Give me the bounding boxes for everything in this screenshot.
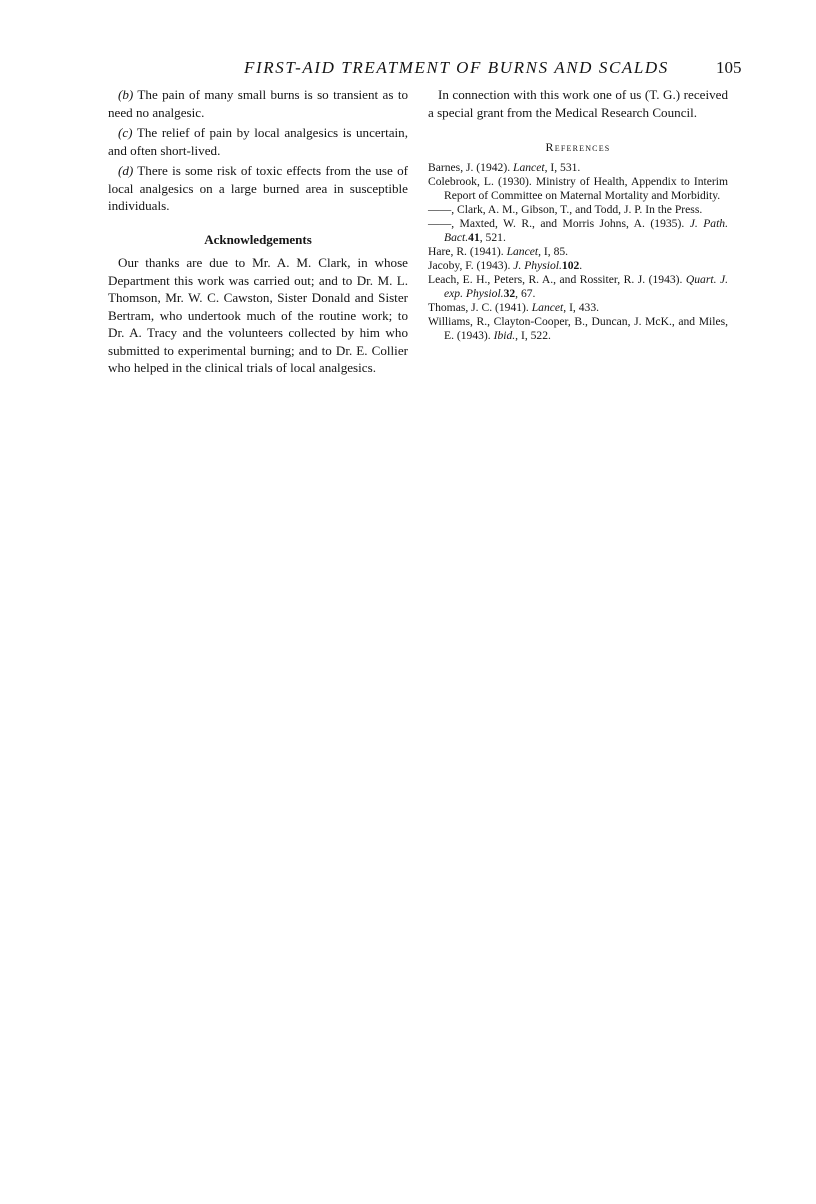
reference-volume: 102: [561, 258, 580, 272]
acknowledgements-text: Our thanks are due to Mr. A. M. Clark, in whose Department this work was carried out; and to Dr. M. L. Thomson, Mr. W. C. Cawston, Sister Donald and Sister Bertram, who undertook much of the routine work; to Dr. A. Tracy and the volunteers collected by him who submitted to experimental burning; and to Dr. E. Collier who helped in the clinical trials of local analgesics.: [108, 255, 408, 375]
reference-text: , I, 85.: [538, 244, 569, 258]
running-title: FIRST-AID TREATMENT OF BURNS AND SCALDS: [244, 58, 669, 77]
reference-journal: Lancet: [513, 160, 545, 174]
reference-text: .: [579, 258, 583, 272]
reference-text: ——, Clark, A. M., Gibson, T., and Todd, J. P. In the Press.: [428, 202, 703, 216]
reference-volume: 32: [503, 286, 516, 300]
reference-journal: J. Path. Bact.: [444, 216, 728, 244]
reference-text: Williams, R., Clayton-Cooper, B., Duncan, J. McK., and Miles, E. (1943).: [428, 314, 728, 342]
reference-text: Hare, R. (1941).: [428, 244, 507, 258]
acknowledgements-heading: Acknowledgements: [204, 231, 312, 247]
reference-text: Barnes, J. (1942).: [428, 160, 514, 174]
reference-journal: Lancet: [506, 244, 539, 258]
right-column: [428, 86, 728, 343]
grant-paragraph: In connection with this work one of us (T. G.) received a special grant from the Medical Research Council.: [428, 87, 728, 120]
reference-entry: [428, 301, 728, 315]
item-label: (d): [118, 163, 134, 178]
reference-text: , I, 531.: [544, 160, 581, 174]
item-text: There is some risk of toxic effects from the use of local analgesics on a large burned area in susceptible individuals.: [108, 163, 408, 213]
reference-entry: [428, 217, 728, 245]
list-item-c: [108, 124, 408, 159]
reference-text: , I, 522.: [515, 328, 551, 342]
reference-volume: 41: [468, 230, 480, 244]
reference-text: ——, Maxted, W. R., and Morris Johns, A. (1935).: [428, 216, 690, 230]
item-text: The relief of pain by local analgesics is uncertain, and often short-lived.: [108, 125, 408, 158]
list-item-d: [108, 162, 408, 215]
reference-journal: Ibid.: [493, 328, 516, 342]
left-column: [108, 86, 408, 380]
page-number: 105: [716, 58, 742, 77]
reference-text: Jacoby, F. (1943).: [428, 258, 514, 272]
page-header: [0, 58, 816, 82]
reference-list: [428, 161, 728, 343]
reference-entry: [428, 245, 728, 259]
reference-text: , 521.: [479, 230, 506, 244]
reference-journal: J. Physiol.: [513, 258, 562, 272]
reference-text: , 67.: [515, 286, 536, 300]
reference-entry: [428, 175, 728, 203]
reference-entry: [428, 203, 728, 217]
item-text: The pain of many small burns is so transient as to need no analgesic.: [108, 87, 408, 120]
reference-journal: Quart. J. exp. Physiol.: [444, 272, 728, 300]
reference-text: Leach, E. H., Peters, R. A., and Rossiter, R. J. (1943).: [428, 272, 686, 286]
reference-entry: [428, 161, 728, 175]
item-label: (c): [118, 125, 133, 140]
reference-entry: [428, 273, 728, 301]
item-label: (b): [118, 87, 134, 102]
reference-entry: [428, 259, 728, 273]
reference-journal: Lancet: [531, 300, 564, 314]
references-heading: References: [545, 140, 611, 154]
list-item-b: [108, 86, 408, 121]
reference-text: , I, 433.: [563, 300, 600, 314]
reference-text: Colebrook, L. (1930). Ministry of Health, Appendix to Interim Report of Committee on Maternal Mortality and Morbidity.: [428, 174, 728, 202]
reference-text: Thomas, J. C. (1941).: [428, 300, 532, 314]
reference-entry: [428, 315, 728, 343]
